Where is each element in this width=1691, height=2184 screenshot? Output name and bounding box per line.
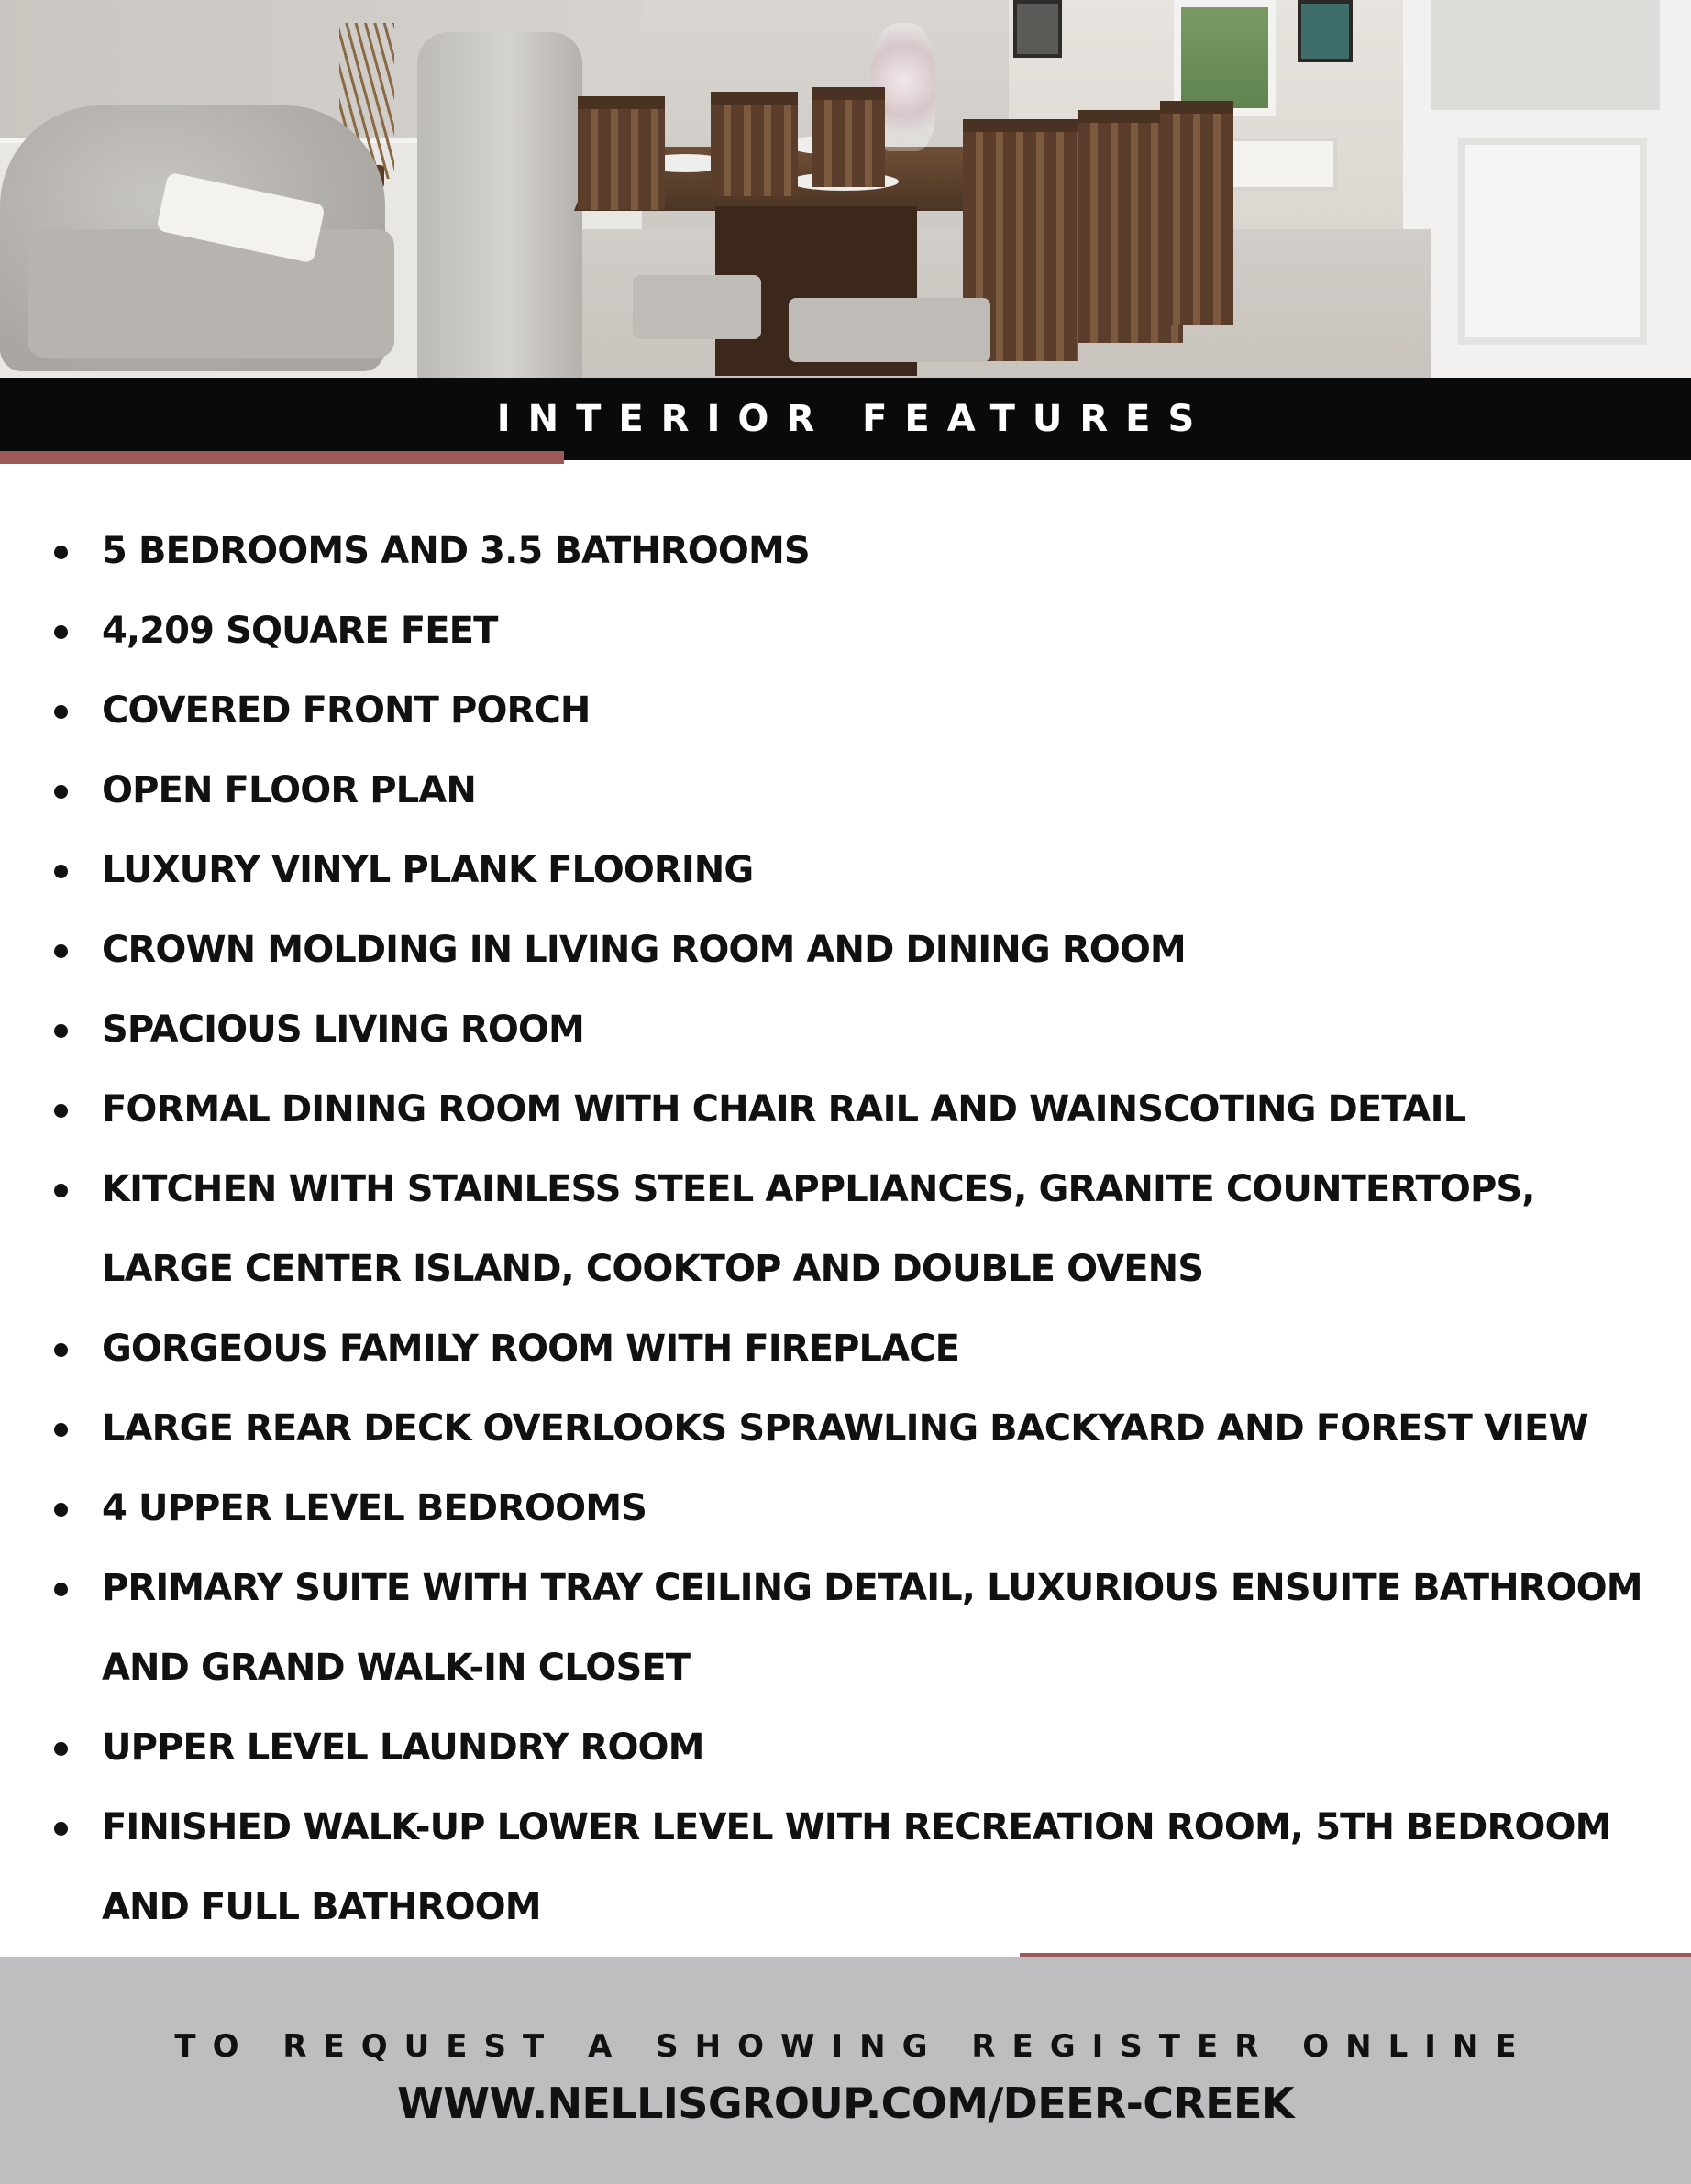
dining-chair	[578, 96, 665, 210]
feature-text: GORGEOUS FAMILY ROOM WITH FIREPLACE	[102, 1328, 960, 1370]
section-banner	[0, 378, 1691, 460]
bullet-icon	[54, 1503, 68, 1517]
list-item	[0, 512, 1691, 591]
feature-text: CROWN MOLDING IN LIVING ROOM AND DINING ROOM	[102, 929, 1186, 971]
list-item	[0, 1708, 1691, 1788]
list-item	[0, 1070, 1691, 1150]
bullet-icon	[54, 944, 68, 958]
list-item	[0, 1549, 1691, 1708]
bullet-icon	[54, 1423, 68, 1437]
chair-seat	[633, 275, 761, 339]
window	[1174, 0, 1276, 116]
settee-seat	[28, 229, 394, 358]
bullet-icon	[54, 546, 68, 559]
chair-seat	[789, 298, 990, 362]
bullet-icon	[54, 1104, 68, 1118]
showing-cta: TO REQUEST A SHOWING REGISTER ONLINE	[174, 2028, 1533, 2065]
coffee-table	[1229, 138, 1337, 191]
dining-chair	[812, 87, 885, 187]
feature-text: KITCHEN WITH STAINLESS STEEL APPLIANCES, GRANITE COUNTERTOPS, LARGE CENTER ISLAND, COOKTOP AND DOUBLE OVENS	[102, 1168, 1535, 1290]
list-item	[0, 1150, 1691, 1309]
dining-chair	[1160, 101, 1233, 325]
bullet-icon	[54, 625, 68, 639]
list-item	[0, 671, 1691, 751]
feature-text: 5 BEDROOMS AND 3.5 BATHROOMS	[102, 530, 810, 572]
bullet-icon	[54, 1742, 68, 1756]
wall-art	[1298, 0, 1353, 62]
bullet-icon	[54, 1024, 68, 1038]
feature-text: LUXURY VINYL PLANK FLOORING	[102, 849, 754, 891]
website-link[interactable]: WWW.NELLISGROUP.COM/DEER-CREEK	[397, 2079, 1294, 2128]
footer	[0, 1957, 1691, 2184]
section-title: INTERIOR FEATURES	[496, 398, 1212, 440]
feature-text: LARGE REAR DECK OVERLOOKS SPRAWLING BACKYARD AND FOREST VIEW	[102, 1407, 1588, 1450]
list-item	[0, 1309, 1691, 1389]
feature-text: PRIMARY SUITE WITH TRAY CEILING DETAIL, LUXURIOUS ENSUITE BATHROOM AND GRAND WALK-IN CLOSET	[102, 1567, 1642, 1689]
bullet-icon	[54, 1343, 68, 1357]
feature-text: 4 UPPER LEVEL BEDROOMS	[102, 1487, 647, 1529]
feature-text: 4,209 SQUARE FEET	[102, 610, 498, 652]
bullet-icon	[54, 705, 68, 719]
feature-list	[0, 512, 1691, 1947]
list-item	[0, 591, 1691, 671]
feature-text: UPPER LEVEL LAUNDRY ROOM	[102, 1726, 704, 1769]
bullet-icon	[54, 1822, 68, 1836]
bullet-icon	[54, 865, 68, 878]
list-item	[0, 1788, 1691, 1947]
feature-text: FORMAL DINING ROOM WITH CHAIR RAIL AND WAINSCOTING DETAIL	[102, 1088, 1466, 1131]
list-item	[0, 751, 1691, 831]
bullet-icon	[54, 785, 68, 799]
list-item	[0, 1469, 1691, 1549]
hero-photo	[0, 0, 1691, 378]
door-upper	[1431, 0, 1660, 110]
dining-chair	[711, 92, 798, 196]
accent-bar-top	[0, 451, 564, 464]
list-item	[0, 910, 1691, 990]
list-item	[0, 990, 1691, 1070]
door-panel	[1458, 138, 1647, 345]
bullet-icon	[54, 1184, 68, 1197]
list-item	[0, 1389, 1691, 1469]
upholstered-chair	[417, 32, 582, 378]
wall-art	[1013, 0, 1062, 58]
feature-text: SPACIOUS LIVING ROOM	[102, 1009, 584, 1051]
feature-text: OPEN FLOOR PLAN	[102, 769, 476, 811]
list-item	[0, 831, 1691, 910]
bullet-icon	[54, 1583, 68, 1596]
feature-text: COVERED FRONT PORCH	[102, 689, 591, 732]
feature-text: FINISHED WALK-UP LOWER LEVEL WITH RECREATION ROOM, 5TH BEDROOM AND FULL BATHROOM	[102, 1806, 1611, 1928]
